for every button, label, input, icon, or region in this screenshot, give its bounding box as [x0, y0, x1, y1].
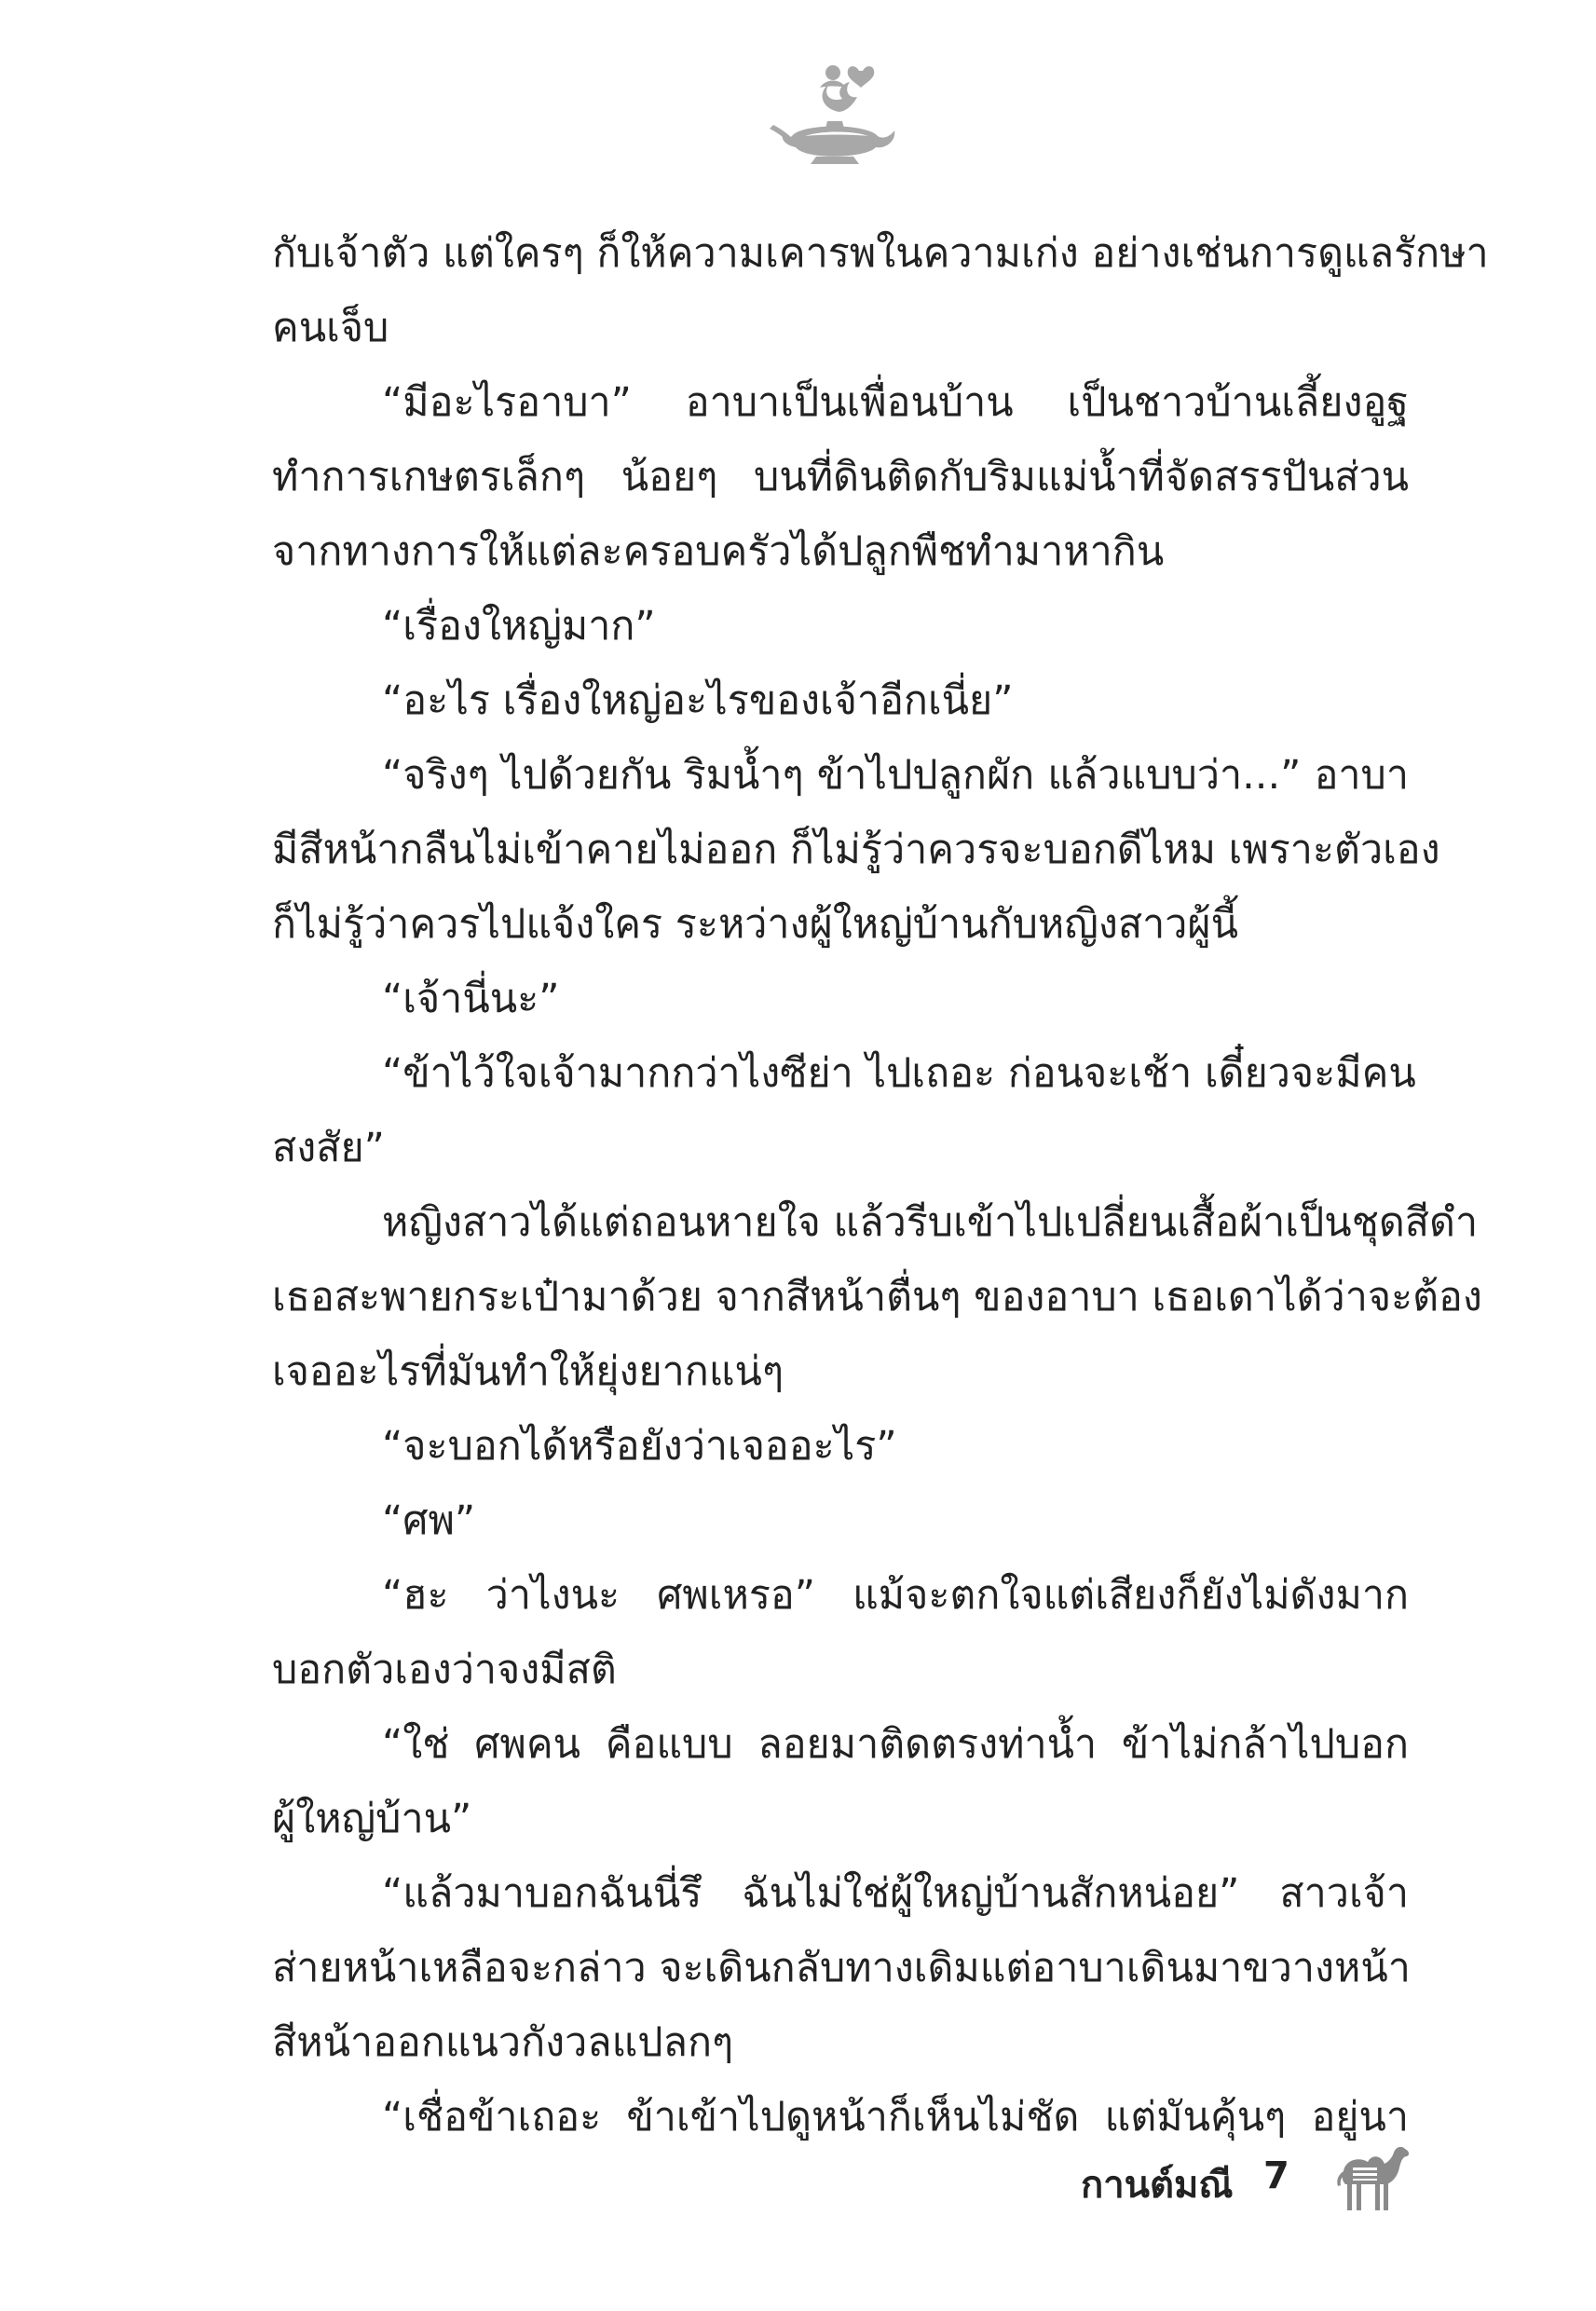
text-line: “จะบอกได้หรือยังว่าเจออะไร” [382, 1423, 897, 1470]
text-line: “ฮะ ว่าไงนะ ศพเหรอ” แม้จะตกใจแต่เสียงก็ยังไม่ดังมาก [382, 1572, 1409, 1619]
text-line: ก็ไม่รู้ว่าควรไปแจ้งใคร ระหว่างผู้ใหญ่บ้านกับหญิงสาวผู้นี้ [272, 901, 1239, 948]
body-text [272, 216, 1489, 2154]
text-line: มีสีหน้ากลืนไม่เข้าคายไม่ออก ก็ไม่รู้ว่าควรจะบอกดีไหม เพราะตัวเอง [272, 827, 1440, 873]
text-line: “เรื่องใหญ่มาก” [382, 603, 656, 650]
text-line: จากทางการให้แต่ละครอบครัวได้ปลูกพืชทำมาหากิน [272, 528, 1165, 575]
text-line: คนเจ็บ [272, 305, 389, 351]
text-line: “แล้วมาบอกฉันนี่รึ ฉันไม่ใช่ผู้ใหญ่บ้านสักหน่อย” สาวเจ้า [382, 1870, 1409, 1917]
camel-icon [1330, 2134, 1414, 2218]
text-line: “ศพ” [382, 1497, 476, 1544]
text-line: “มีอะไรอาบา” อาบาเป็นเพื่อนบ้าน เป็นชาวบ้านเลี้ยงอูฐ [382, 379, 1409, 426]
text-line: ผู้ใหญ่บ้าน” [272, 1796, 472, 1842]
text-line: เจออะไรที่มันทำให้ยุ่งยากแน่ๆ [272, 1348, 784, 1395]
page-footer [1081, 2134, 1416, 2227]
text-line: กับเจ้าตัว แต่ใครๆ ก็ให้ความเคารพในความเก่ง อย่างเช่นการดูแลรักษา [272, 230, 1489, 277]
text-line: สงสัย” [272, 1125, 385, 1171]
text-line: “เชื่อข้าเถอะ ข้าเข้าไปดูหน้าก็เห็นไม่ชัด แต่มันคุ้นๆ อยู่นา [382, 2094, 1409, 2140]
page-number: 7 [1263, 2154, 1289, 2197]
text-line: “ข้าไว้ใจเจ้ามากกว่าไงซีย่า ไปเถอะ ก่อนจะเช้า เดี๋ยวจะมีคน [382, 1050, 1416, 1097]
text-line: “ใช่ ศพคน คือแบบ ลอยมาติดตรงท่าน้ำ ข้าไม่กล้าไปบอก [382, 1721, 1409, 1768]
text-line: บอกตัวเองว่าจงมีสติ [272, 1647, 617, 1693]
lamp-with-genie-icon [764, 47, 904, 186]
text-line: “จริงๆ ไปด้วยกัน ริมน้ำๆ ข้าไปปลูกผัก แล้วแบบว่า...” อาบา [382, 752, 1409, 799]
text-line: เธอสะพายกระเป๋ามาด้วย จากสีหน้าตื่นๆ ของอาบา เธอเดาได้ว่าจะต้อง [272, 1274, 1482, 1320]
text-line: ส่ายหน้าเหลือจะกล่าว จะเดินกลับทางเดิมแต่อาบาเดินมาขวางหน้า [272, 1945, 1411, 1991]
text-line: ทำการเกษตรเล็กๆ น้อยๆ บนที่ดินติดกับริมแม่น้ำที่จัดสรรปันส่วน [272, 454, 1409, 500]
text-line: “เจ้านี่นะ” [382, 976, 560, 1022]
book-title: กานต์มณี [1081, 2164, 1234, 2207]
text-line: สีหน้าออกแนวกังวลแปลกๆ [272, 2019, 734, 2066]
text-line: “อะไร เรื่องใหญ่อะไรของเจ้าอีกเนี่ย” [382, 677, 1014, 724]
text-line: หญิงสาวได้แต่ถอนหายใจ แล้วรีบเข้าไปเปลี่ยนเสื้อผ้าเป็นชุดสีดำ [382, 1199, 1479, 1246]
